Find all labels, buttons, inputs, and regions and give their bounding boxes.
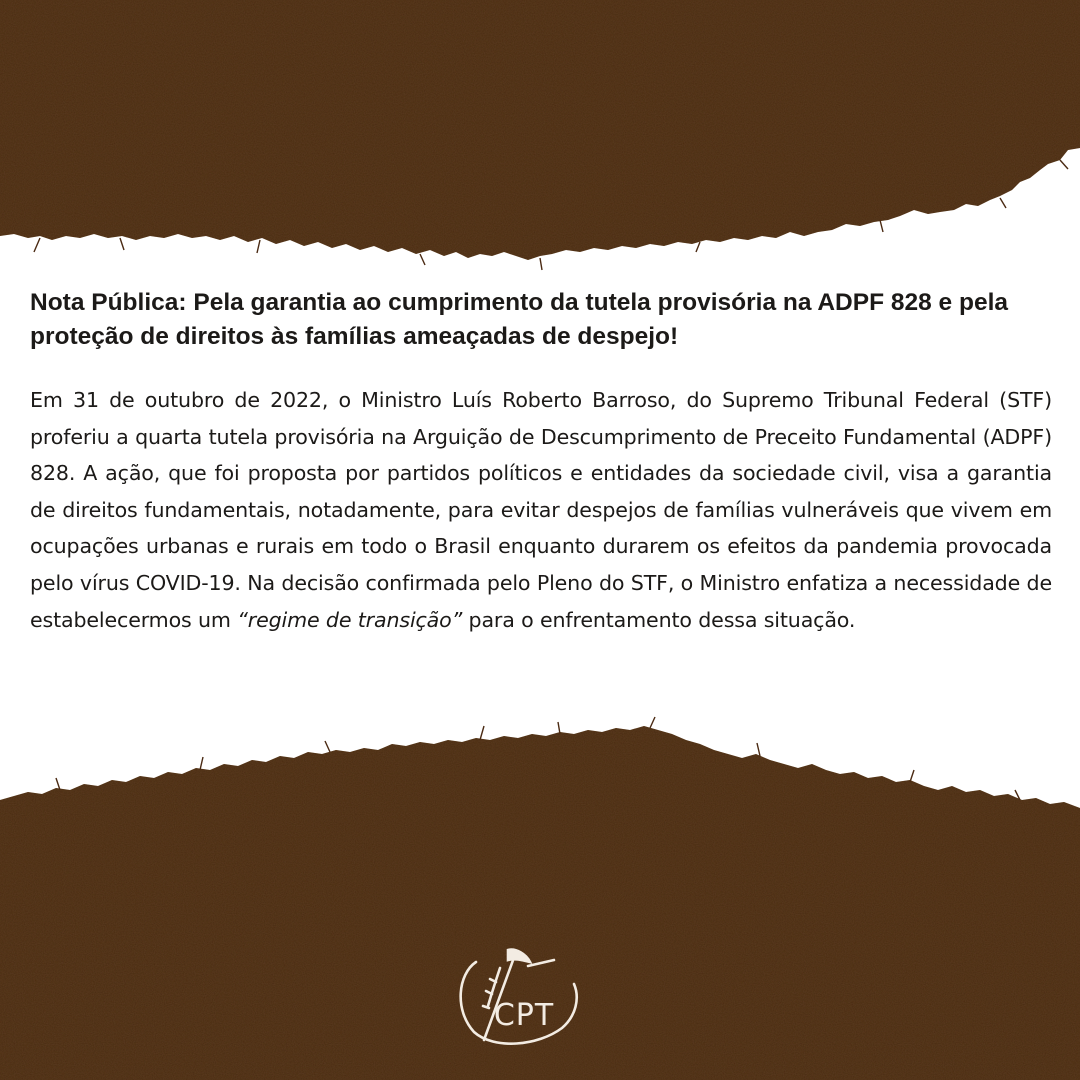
- note-body-emphasis: “regime de transição”: [237, 607, 463, 632]
- note-body-text-2: para o enfrentamento dessa situação.: [462, 607, 856, 632]
- note-content: [30, 286, 1052, 638]
- note-body-text-1: Em 31 de outubro de 2022, o Ministro Luís Roberto Barroso, do Supremo Tribunal Federal (STF) proferiu a quarta tutela provisória na Arguição de Descumprimento de Preceito Fundamental (ADPF) 828. A ação, que foi proposta por partidos políticos e entidades da sociedade civil, visa a garantia de direitos fundamentais, notadamente, para evitar despejos de famílias vulneráveis que vivem em ocupações urbanas e rurais em todo o Brasil enquanto durarem os efeitos da pandemia provocada pelo vírus COVID-19. Na decisão confirmada pelo Pleno do STF, o Ministro enfatiza a necessidade de estabelecermos um: [30, 388, 1052, 632]
- cpt-logo: [450, 948, 582, 1048]
- note-body: [30, 382, 1052, 638]
- logo-text: CPT: [493, 998, 555, 1033]
- note-title: Nota Pública: Pela garantia ao cumprimento da tutela provisória na ADPF 828 e pela proteção de direitos às famílias ameaçadas de despejo!: [30, 289, 1009, 350]
